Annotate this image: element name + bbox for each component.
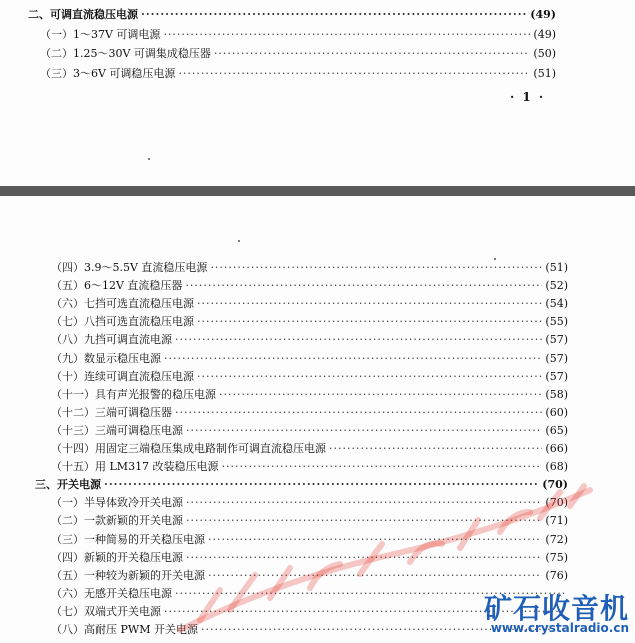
toc-entry-title: （五）6～12V 直流稳压器 (51, 279, 183, 293)
toc-entry-page: (57) (545, 351, 568, 365)
site-watermark (459, 587, 629, 637)
toc-entry-title: （七）八挡可选直流稳压电源 (51, 315, 194, 329)
toc-entry (51, 424, 568, 438)
page-number: · 1 · (510, 90, 546, 104)
toc-entry (51, 533, 568, 547)
toc-leader-dots (197, 297, 542, 311)
toc-entry (51, 406, 568, 420)
toc-entry (51, 496, 568, 510)
scanned-page-top (0, 0, 635, 186)
toc-entry-title: （三）3～6V 可调稳压电源 (40, 66, 176, 80)
toc-entry-page: (71) (545, 514, 568, 528)
toc-entry-title: （十二）三端可调稳压器 (51, 405, 172, 419)
toc-entry (51, 261, 568, 275)
toc-entry-page: (49) (530, 8, 556, 21)
toc-entry (51, 370, 568, 384)
toc-entry-title: （六）七挡可选直流稳压电源 (51, 297, 194, 311)
toc-entry (51, 315, 568, 329)
toc-leader-dots (197, 370, 542, 384)
toc-entry (51, 569, 568, 583)
toc-entry-page: (68) (545, 460, 568, 474)
toc-entry-page: (57) (545, 369, 568, 383)
toc-entry-page: (54) (545, 297, 568, 311)
toc-entry-title: （八）九挡可调直流电源 (51, 333, 172, 347)
toc-leader-dots (186, 551, 542, 565)
toc-entry (51, 352, 568, 366)
toc-leader-dots (186, 514, 542, 528)
toc-entry-title: （四）新颖的开关稳压电源 (51, 550, 183, 564)
toc-leader-dots (163, 28, 530, 42)
toc-entry-title: （五）一种较为新颖的开关电源 (51, 568, 205, 582)
toc-leader-dots (222, 460, 543, 474)
toc-leader-dots (186, 424, 542, 438)
toc-entry-title: （二）1.25～30V 可调集成稳压器 (40, 47, 211, 60)
toc-leader-dots (329, 442, 542, 456)
toc-entry-page: (49) (533, 27, 556, 41)
page-separator (0, 186, 635, 196)
scan-speck (148, 158, 150, 160)
watermark-title: 矿石收音机 (483, 592, 629, 625)
toc-entry (28, 8, 556, 22)
toc-leader-dots (141, 8, 527, 22)
toc-entry-title: （二）一款新颖的开关电源 (51, 514, 183, 528)
toc-entry-page: (70) (542, 478, 568, 492)
toc-entry-title: （一）1～37V 可调电源 (40, 27, 161, 41)
toc-entry-page: (57) (545, 333, 568, 347)
toc-entry-title: （十四）用固定三端稳压集成电路制作可调直流稳压电源 (51, 442, 326, 455)
toc-leader-dots (104, 478, 539, 492)
scan-speck (238, 240, 240, 242)
toc-entry-title: （一）半导体致冷开关电源 (51, 496, 183, 510)
toc-entry-page: (52) (545, 279, 568, 293)
toc-entry-page: (65) (545, 423, 568, 437)
scanned-page-bottom (0, 196, 635, 643)
toc-leader-dots (214, 47, 530, 61)
toc-leader-dots (175, 406, 542, 420)
toc-entry-page: (60) (545, 405, 568, 419)
toc-entry (51, 297, 568, 311)
toc-leader-dots (164, 352, 542, 366)
toc-entry-title: （八）高耐压 PWM 开关电源 (51, 623, 198, 636)
toc-entry-page: (66) (545, 442, 568, 455)
scan-speck (494, 258, 496, 260)
toc-entry-page: (50) (533, 47, 556, 60)
toc-leader-dots (208, 533, 542, 547)
toc-entry-title: （七）双端式开关电源 (51, 604, 161, 618)
toc-entry-title: （十三）三端可调稳压电源 (51, 423, 183, 437)
toc-entry-title: （九）数显示稳压电源 (51, 351, 161, 365)
toc-entry (51, 279, 568, 293)
toc-entry (51, 333, 568, 347)
toc-entry-title: （四）3.9～5.5V 直流稳压电源 (51, 261, 208, 274)
toc-entry-title: （十一）具有声光报警的稳压电源 (51, 387, 216, 401)
toc-entry (51, 460, 568, 474)
toc-leader-dots (175, 333, 542, 347)
toc-entry-title: 三、开关电源 (35, 478, 101, 492)
toc-entry-page: (75) (545, 550, 568, 564)
toc-entry-page: (76) (545, 568, 568, 582)
toc-entry-page: (58) (545, 387, 568, 401)
toc-leader-dots (208, 569, 542, 583)
toc-leader-dots (197, 315, 542, 329)
toc-entry (40, 28, 556, 42)
toc-entry (51, 514, 568, 528)
toc-entry (51, 442, 568, 456)
toc-entry-title: （十）连续可调直流稳压电源 (51, 369, 194, 383)
toc-entry-page: (72) (545, 532, 568, 546)
toc-entry-title: （六）无感开关稳压电源 (51, 586, 172, 600)
toc-leader-dots (219, 388, 542, 402)
toc-entry-title: （十五）用 LM317 改装稳压电源 (51, 460, 219, 474)
toc-entry (40, 67, 556, 81)
toc-entry-page: (70) (545, 496, 568, 510)
toc-entry-title: 二、可调直流稳压电源 (28, 8, 138, 21)
toc-entry-title: （三）一种简易的开关稳压电源 (51, 532, 205, 546)
toc-entry-page: (55) (545, 315, 568, 329)
toc-leader-dots (186, 496, 542, 510)
toc-entry (51, 388, 568, 402)
toc-entry-page: (51) (545, 261, 568, 274)
toc-leader-dots (210, 261, 542, 275)
toc-entry (35, 478, 568, 492)
toc-entry (51, 551, 568, 565)
toc-entry (40, 47, 556, 61)
toc-leader-dots (178, 67, 530, 81)
watermark-url: www.crystalradio.cn (490, 621, 629, 635)
toc-entry-page: (51) (533, 66, 556, 80)
toc-leader-dots (185, 279, 542, 293)
